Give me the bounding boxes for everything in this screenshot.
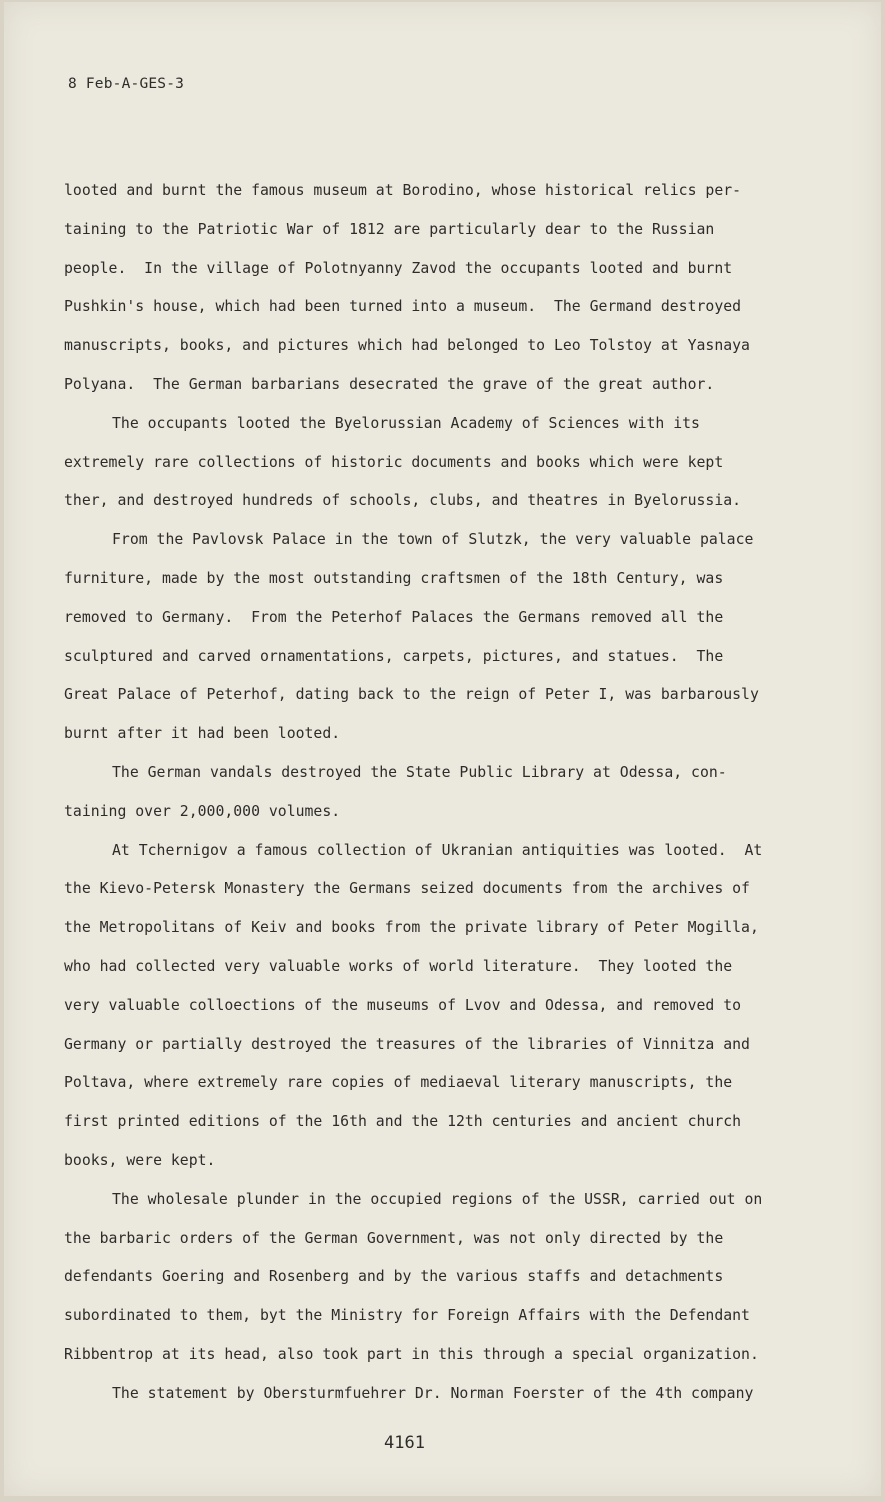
text-line: very valuable colloections of the museums of Lvov and Odessa, and removed to (64, 996, 742, 1014)
text-line: sculptured and carved ornamentations, carpets, pictures, and statues. The (64, 647, 724, 665)
paragraph-start-line: The occupants looted the Byelorussian Academy of Sciences with its (112, 414, 700, 432)
document-reference: 8 Feb-A-GES-3 (68, 76, 185, 92)
text-line: taining to the Patriotic War of 1812 are particularly dear to the Russian (64, 220, 715, 238)
document-page (4, 2, 881, 1496)
paragraph-start-line: At Tchernigov a famous collection of Ukranian antiquities was looted. At (112, 841, 763, 859)
text-line: manuscripts, books, and pictures which had belonged to Leo Tolstoy at Yasnaya (64, 337, 750, 355)
text-line: ther, and destroyed hundreds of schools, clubs, and theatres in Byelorussia. (64, 492, 742, 510)
text-line: taining over 2,000,000 volumes. (64, 802, 341, 820)
document-body (64, 172, 824, 1414)
text-line: Poltava, where extremely rare copies of mediaeval literary manuscripts, the (64, 1074, 733, 1092)
text-line: the Metropolitans of Keiv and books from the private library of Peter Mogilla, (64, 919, 759, 937)
page-number: 4161 (384, 1433, 425, 1453)
paragraph-start-line: The statement by Obersturmfuehrer Dr. Norman Foerster of the 4th company (112, 1384, 754, 1402)
text-line: Pushkin's house, which had been turned into a museum. The Germand destroyed (64, 298, 742, 316)
text-line: Ribbentrop at its head, also took part in this through a special organization. (64, 1345, 759, 1363)
text-line: looted and burnt the famous museum at Borodino, whose historical relics per- (64, 182, 742, 199)
text-line: furniture, made by the most outstanding craftsmen of the 18th Century, was (64, 569, 724, 587)
text-line: extremely rare collections of historic documents and books which were kept (64, 453, 724, 471)
text-line: subordinated to them, byt the Ministry for Foreign Affairs with the Defendant (64, 1307, 750, 1325)
paragraph-start-line: From the Pavlovsk Palace in the town of Slutzk, the very valuable palace (112, 531, 754, 549)
paragraph-start-line: The German vandals destroyed the State Public Library at Odessa, con- (112, 763, 727, 781)
text-line: people. In the village of Polotnyanny Zavod the occupants looted and burnt (64, 259, 733, 277)
text-line: the barbaric orders of the German Government, was not only directed by the (64, 1229, 724, 1247)
text-line: burnt after it had been looted. (64, 725, 341, 743)
text-line: first printed editions of the 16th and the 12th centuries and ancient church (64, 1113, 742, 1131)
text-line: Polyana. The German barbarians desecrated the grave of the great author. (64, 375, 715, 393)
text-line: books, were kept. (64, 1151, 216, 1169)
text-line: removed to Germany. From the Peterhof Palaces the Germans removed all the (64, 608, 724, 626)
text-line: the Kievo-Petersk Monastery the Germans seized documents from the archives of (64, 880, 750, 898)
text-line: who had collected very valuable works of world literature. They looted the (64, 957, 733, 975)
text-line: Germany or partially destroyed the treasures of the libraries of Vinnitza and (64, 1035, 750, 1053)
text-line: Great Palace of Peterhof, dating back to the reign of Peter I, was barbarously (64, 686, 759, 704)
text-line: defendants Goering and Rosenberg and by the various staffs and detachments (64, 1268, 724, 1286)
paragraph-start-line: The wholesale plunder in the occupied regions of the USSR, carried out on (112, 1190, 763, 1208)
